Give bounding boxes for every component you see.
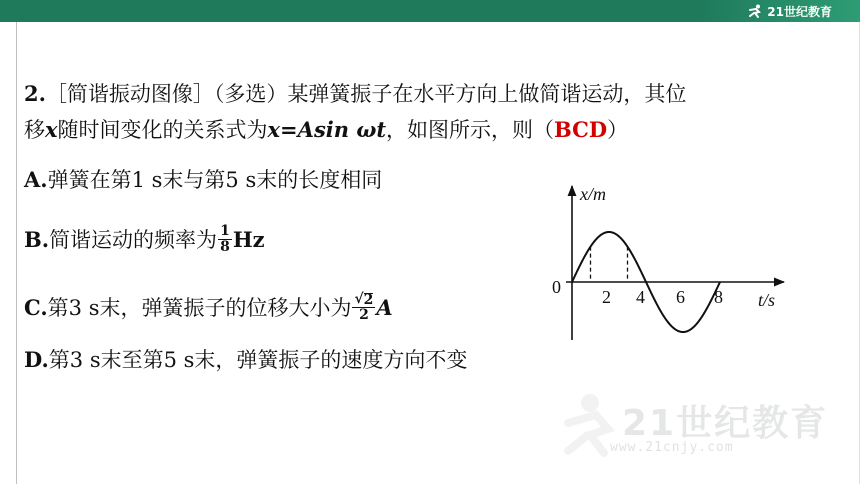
var-x: x xyxy=(45,117,58,142)
question-tag: ［简谐振动图像］ xyxy=(45,82,214,106)
option-a-text: 弹簧在第1 s末与第5 s末的长度相同 xyxy=(47,168,383,192)
option-d-text: 第3 s末至第5 s末，弹簧振子的速度方向不变 xyxy=(48,348,468,372)
left-border xyxy=(16,22,17,484)
question-stem-2d: ） xyxy=(607,118,629,142)
question-number: 2. xyxy=(24,81,46,106)
option-d xyxy=(24,346,467,374)
option-a xyxy=(24,166,382,194)
option-b-text: 简谐运动的频率为 xyxy=(49,227,218,252)
brand-logo xyxy=(747,2,832,20)
option-c-fraction xyxy=(352,292,375,323)
option-d-label: D. xyxy=(24,347,49,372)
option-c-tail: A xyxy=(376,294,393,320)
watermark-text: 21世纪教育 xyxy=(622,403,829,444)
question-stem-1: 某弹簧振子在水平方向上做简谐运动，其位 xyxy=(287,82,687,106)
x-axis-label: t/s xyxy=(758,290,776,310)
x-tick-8: 8 xyxy=(714,287,723,307)
question-line-1 xyxy=(24,80,686,108)
formula: x=Asin ωt xyxy=(267,117,387,142)
origin-label: 0 xyxy=(552,277,561,297)
option-a-label: A. xyxy=(24,167,48,192)
x-tick-4: 4 xyxy=(636,287,645,307)
sine-graph xyxy=(548,178,798,348)
option-c-label: C. xyxy=(24,294,48,320)
watermark-url: www.21cnjy.com xyxy=(610,440,734,455)
option-c-denominator: 2 xyxy=(359,307,369,323)
question-line-2 xyxy=(24,116,628,144)
option-c-text: 第3 s末，弹簧振子的位移大小为 xyxy=(47,295,352,320)
option-c-sqrt-value: 2 xyxy=(363,291,374,308)
option-c xyxy=(24,292,393,323)
x-tick-2: 2 xyxy=(602,287,611,307)
option-b-denominator: 8 xyxy=(220,239,230,255)
option-b-numerator: 1 xyxy=(220,223,230,239)
option-b xyxy=(24,224,265,255)
option-b-fraction xyxy=(218,224,232,255)
question-multi: （多选） xyxy=(213,82,288,106)
answer: BCD xyxy=(554,117,608,142)
question-stem-2c: ，如图所示，则（ xyxy=(386,118,555,142)
logo-text: 21世纪教育 xyxy=(767,4,832,19)
option-c-numerator xyxy=(352,292,375,308)
x-tick-6: 6 xyxy=(676,287,685,307)
option-b-unit: Hz xyxy=(232,226,265,252)
header-bar xyxy=(0,0,860,22)
runner-logo-icon xyxy=(747,4,763,18)
option-b-label: B. xyxy=(24,226,50,252)
y-axis-label: x/m xyxy=(580,184,606,204)
sqrt-symbol: √ 2 xyxy=(354,291,374,308)
question-stem-2b: 随时间变化的关系式为 xyxy=(57,118,268,142)
question-stem-2a: 移 xyxy=(24,118,45,142)
